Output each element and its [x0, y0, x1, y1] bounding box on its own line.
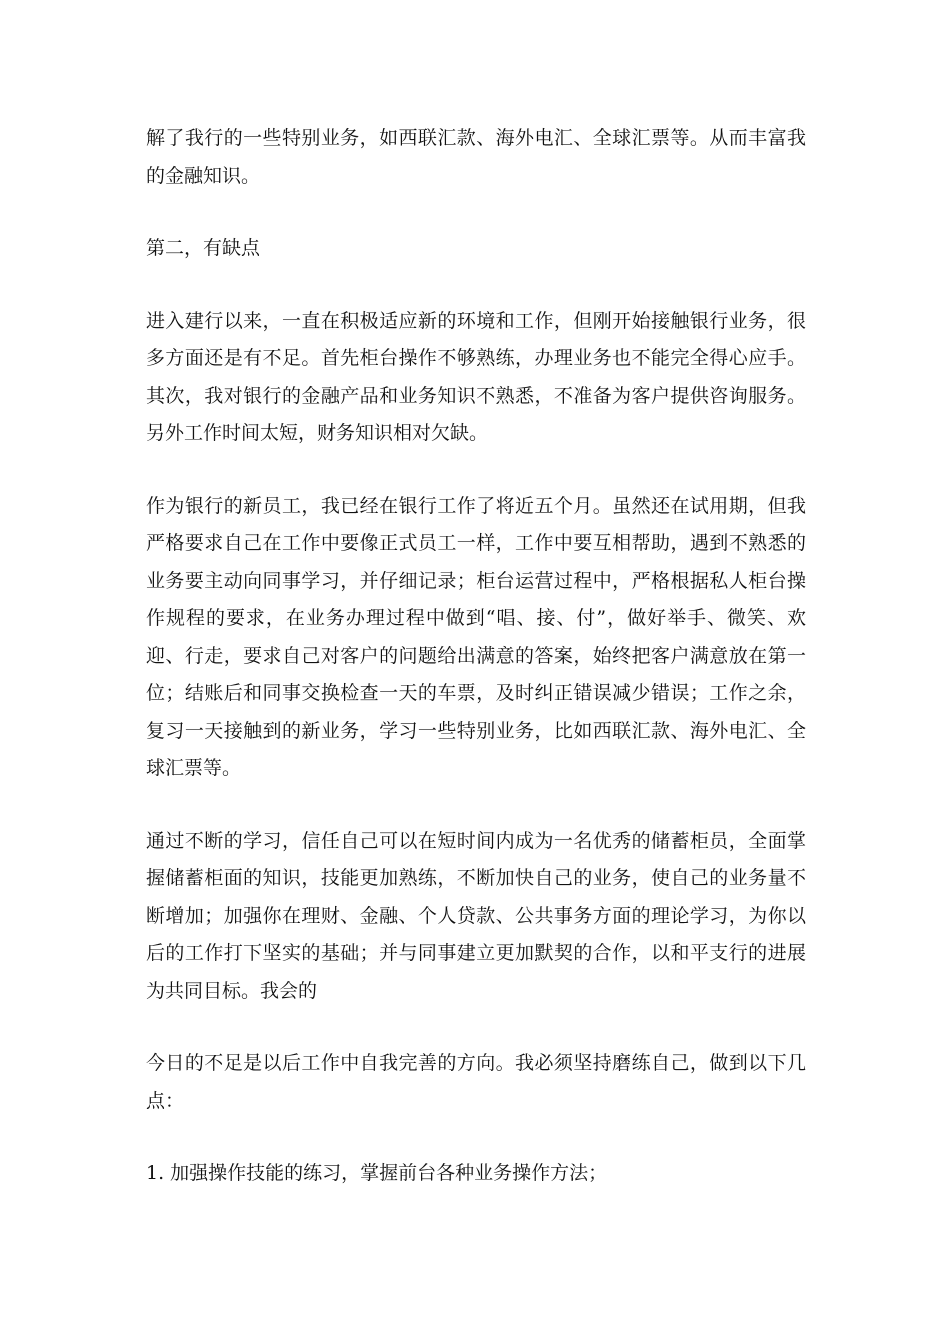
paragraph-1: 解了我行的一些特别业务，如西联汇款、海外电汇、全球汇票等。从而丰富我的金融知识。 — [146, 127, 806, 187]
paragraph-3: 进入建行以来，一直在积极适应新的环境和工作，但刚开始接触银行业务，很多方面还是有不足。首先柜台操作不够熟练，办理业务也不能完全得心应手。其次，我对银行的金融产品和业务知识不熟悉，不准备为客户提供咨询服务。另外工作时间太短，财务知识相对欠缺。 — [146, 309, 806, 444]
document-body — [146, 120, 806, 1228]
paragraph-5: 通过不断的学习，信任自己可以在短时间内成为一名优秀的储蓄柜员，全面掌握储蓄柜面的知识，技能更加熟练，不断加快自己的业务，使自己的业务量不断增加；加强你在理财、金融、个人贷款、公共事务方面的理论学习，为你以后的工作打下坚实的基础；并与同事建立更加默契的合作，以和平支行的进展为共同目标。我会的 — [146, 829, 806, 1002]
list-item-1: 1. 加强操作技能的练习，掌握前台各种业务操作方法； — [146, 1162, 608, 1184]
paragraph-4: 作为银行的新员工，我已经在银行工作了将近五个月。虽然还在试用期，但我严格要求自己在工作中要像正式员工一样，工作中要互相帮助，遇到不熟悉的业务要主动向同事学习，并仔细记录；柜台运营过程中，严格根据私人柜台操作规程的要求，在业务办理过程中做到“唱、接、付”，做好举手、微笑、欢迎、行走，要求自己对客户的问题给出满意的答案，始终把客户满意放在第一位；结账后和同事交换检查一天的车票，及时纠正错误减少错误；工作之余，复习一天接触到的新业务，学习一些特别业务，比如西联汇款、海外电汇、全球汇票等。 — [146, 494, 806, 779]
paragraph-2-heading: 第二，有缺点 — [146, 237, 261, 259]
paragraph-6: 今日的不足是以后工作中自我完善的方向。我必须坚持磨练自己，做到以下几点： — [146, 1052, 806, 1112]
